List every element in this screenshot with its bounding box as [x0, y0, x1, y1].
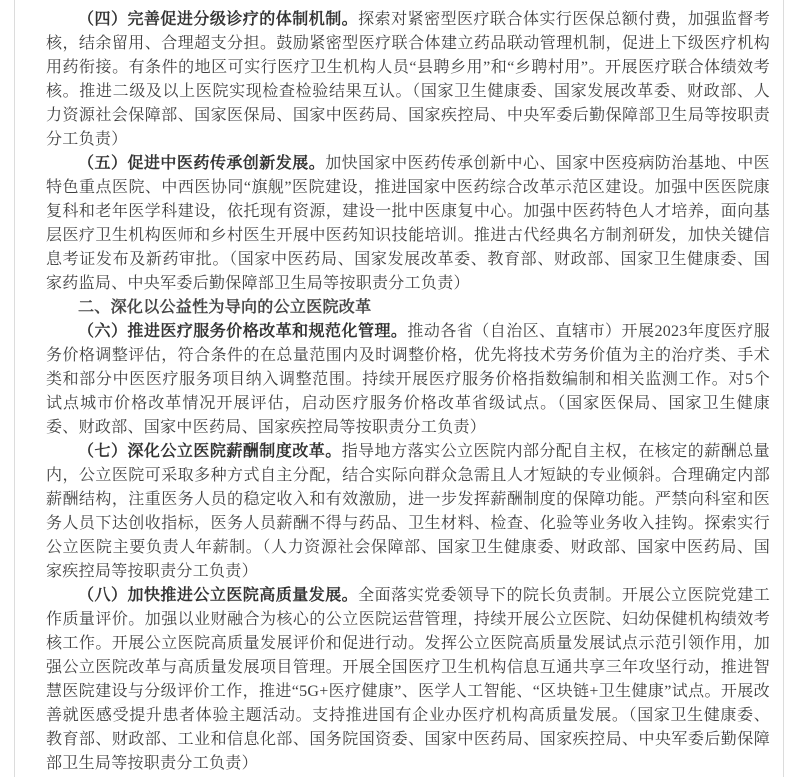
section-heading-text: 二、深化以公益性为导向的公立医院改革 — [78, 299, 372, 316]
item-body-text: 探索对紧密型医疗联合体实行医保总额付费，加强监督考核，结余留用、合理超支分担。鼓励紧密型医疗联合体建立药品联动管理机制，促进上下级医疗机构用药衔接。有条件的地区可实行医疗卫生机构人员“县聘乡用”和“乡聘村用”。开展医疗联合体绩效考核。推进二级及以上医院实现检查检验结果互认。（国家卫生健康委、国家发展改革委、财政部、人力资源社会保障部、国家医保局、国家中医药局、国家疾控局、中央军委后勤保障部卫生局等按职责分工负责） — [46, 11, 770, 148]
document-page — [14, 0, 784, 777]
policy-item-paragraph — [46, 8, 770, 152]
item-body-text: 指导地方落实公立医院内部分配自主权，在核定的薪酬总量内，公立医院可采取多种方式自主分配，结合实际向群众急需且人才短缺的专业倾斜。合理确定内部薪酬结构，注重医务人员的稳定收入和有效激励，进一步发挥薪酬制度的保障功能。严禁向科室和医务人员下达创收指标，医务人员薪酬不得与药品、卫生材料、检查、化验等业务收入挂钩。探索实行公立医院主要负责人年薪制。（人力资源社会保障部、国家卫生健康委、财政部、国家中医药局、国家疾控局等按职责分工负责） — [46, 443, 770, 580]
item-lead: （五）促进中医药传承创新发展。 — [78, 155, 326, 172]
item-body-text: 加快国家中医药传承创新中心、国家中医疫病防治基地、中医特色重点医院、中西医协同“旗舰”医院建设，推进国家中医药综合改革示范区建设。加强中医医院康复科和老年医学科建设，依托现有资源，建设一批中医康复中心。加强中医药特色人才培养，面向基层医疗卫生机构医师和乡村医生开展中医药知识技能培训。推进古代经典名方制剂研发，加快关键信息考证发布及新药审批。（国家中医药局、国家发展改革委、教育部、财政部、国家卫生健康委、国家药监局、中央军委后勤保障部卫生局等按职责分工负责） — [46, 155, 770, 292]
policy-item-paragraph — [46, 320, 770, 440]
item-lead: （六）推进医疗服务价格改革和规范化管理。 — [78, 323, 408, 340]
item-lead: （七）深化公立医院薪酬制度改革。 — [78, 443, 342, 460]
policy-item-paragraph — [46, 584, 770, 776]
item-body-text: 推动各省（自治区、直辖市）开展2023年度医疗服务价格调整评估，符合条件的在总量范围内及时调整价格，优先将技术劳务价值为主的治疗类、手术类和部分中医医疗服务项目纳入调整范围。持续开展医疗服务价格指数编制和相关监测工作。对5个试点城市价格改革情况开展评估，启动医疗服务价格改革省级试点。（国家医保局、国家卫生健康委、财政部、国家中医药局、国家疾控局等按职责分工负责） — [46, 323, 770, 436]
item-lead: （八）加快推进公立医院高质量发展。 — [78, 587, 359, 604]
policy-item-paragraph — [46, 152, 770, 296]
section-heading — [46, 296, 770, 320]
item-body-text: 全面落实党委领导下的院长负责制。开展公立医院党建工作质量评价。加强以业财融合为核心的公立医院运营管理，持续开展公立医院、妇幼保健机构绩效考核工作。开展公立医院高质量发展评价和促进行动。发挥公立医院高质量发展试点示范引领作用，加强公立医院改革与高质量发展项目管理。开展全国医疗卫生机构信息互通共享三年攻坚行动，推进智慧医院建设与分级评价工作，推进“5G+医疗健康”、医学人工智能、“区块链+卫生健康”试点。开展改善就医感受提升患者体验主题活动。支持推进国有企业办医疗机构高质量发展。（国家卫生健康委、教育部、财政部、工业和信息化部、国务院国资委、国家中医药局、国家疾控局、中央军委后勤保障部卫生局等按职责分工负责） — [46, 587, 770, 772]
item-lead: （四）完善促进分级诊疗的体制机制。 — [78, 11, 359, 28]
policy-item-paragraph — [46, 440, 770, 584]
